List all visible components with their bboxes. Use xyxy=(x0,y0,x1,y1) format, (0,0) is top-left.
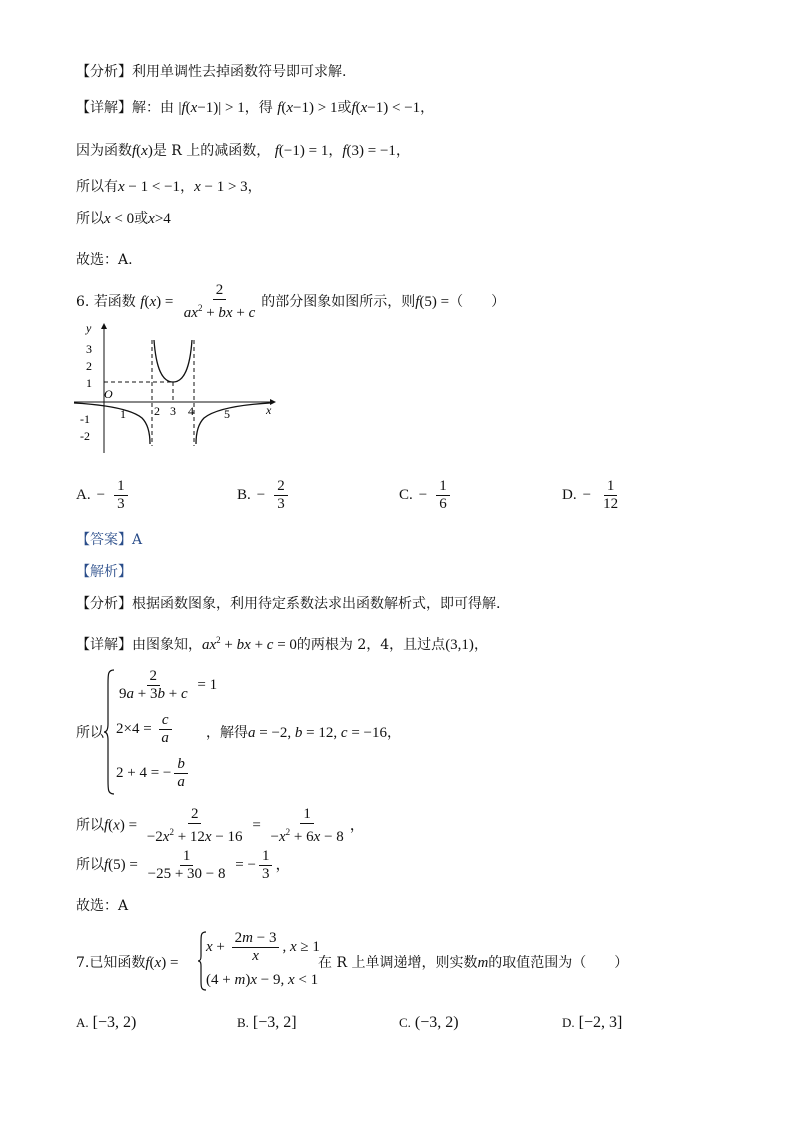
q7-stem-end: 在 R 上单调递增，则实数m的取值范围为（ ） xyxy=(318,955,629,971)
q6-analysis-label: 【解析】 xyxy=(76,564,132,580)
x-tick-1: 1 xyxy=(120,407,126,421)
q6-option-a[interactable]: A. − 1 3 xyxy=(76,478,131,513)
x-tick-5: 5 xyxy=(224,407,230,421)
system-brace xyxy=(104,668,116,796)
q6-detail: 【详解】由图象知，$ax^2$ + bx + c = 0的两根为 2，4，且过点(3,1)， xyxy=(76,635,488,653)
function-graph xyxy=(70,318,285,458)
q6-option-d[interactable]: D. − 1 12 xyxy=(562,478,619,512)
so-line-1: 所以有x − 1 < −1，x − 1 > 3， xyxy=(76,179,262,195)
origin-label: O xyxy=(104,387,113,401)
x-tick-3: 3 xyxy=(170,404,176,418)
x-tick-4: 4 xyxy=(188,404,194,418)
q6-so-label: 所以 xyxy=(76,725,104,741)
q6-stem: 6. 若函数 f(x) = $\frac{2}{ax^2 + bx + c}$ 的部分图象如图所示，则f(5) =（ ） xyxy=(76,282,506,321)
q7-option-b[interactable]: B. [−3, 2] xyxy=(237,1014,297,1031)
y-axis-label: y xyxy=(86,321,92,335)
so-line-2: 所以x < 0或x>4 xyxy=(76,211,171,227)
q6-option-b[interactable]: B. − 2 3 xyxy=(237,478,291,513)
q6-final: 故选：A xyxy=(76,898,129,914)
q6-f5-result: 所以f(5) = $\frac{1}{-25 + 30 - 8}$ = − $\frac{1}{3}$ ， xyxy=(76,848,291,882)
prev-answer: 故选：A. xyxy=(76,252,133,268)
equation-2: 2×4 = $\frac{c}{a}$ xyxy=(116,712,175,747)
q6-answer: 【答案】A xyxy=(76,532,143,548)
x-tick-2: 2 xyxy=(154,404,160,418)
q7-option-c[interactable]: C. (−3, 2) xyxy=(399,1014,459,1031)
q7-option-a[interactable]: A. [−3, 2) xyxy=(76,1014,137,1031)
y-tick-1: 1 xyxy=(86,376,92,390)
y-tick-3: 3 xyxy=(86,342,92,356)
analysis-line: 【分析】利用单调性去掉函数符号即可求解. xyxy=(76,64,347,80)
detail-line: 【详解】解：由 |f(x−1)| > 1，得 f(x−1) > 1或f(x−1) < −1， xyxy=(76,100,435,116)
q6-fx-result: 所以f(x) = $\frac{2}{-2x^2 + 12x - 16}$ = $\frac{1}{-x^2 + 6x - 8}$ ， xyxy=(76,806,365,845)
x-axis-label: x xyxy=(266,403,272,417)
q7-piece-2: (4 + m)x − 9, x < 1 xyxy=(206,972,319,988)
y-tick-neg1: -1 xyxy=(80,412,90,426)
q6-solve: ，解得a = −2, b = 12, c = −16， xyxy=(206,725,401,741)
equation-3: 2 + 4 = − $\frac{b}{a}$ xyxy=(116,756,191,791)
y-tick-2: 2 xyxy=(86,359,92,373)
y-tick-neg2: -2 xyxy=(80,429,90,443)
q7-stem-start: 7.已知函数f(x) = xyxy=(76,955,179,971)
reason-line: 因为函数f(x)是 R 上的减函数， f(−1) = 1，f(3) = −1， xyxy=(76,143,410,159)
q7-option-d[interactable]: D. [−2, 3] xyxy=(562,1014,623,1031)
equation-1: $\frac{2}{9a + 3b + c}$ = 1 xyxy=(119,668,218,702)
q6-analysis: 【分析】根据函数图象，利用待定系数法求出函数解析式，即可得解. xyxy=(76,596,501,612)
q7-piece-1: x + $\frac{2m - 3}{x}$ , x ≥ 1 xyxy=(206,930,320,964)
q6-option-c[interactable]: C. − 1 6 xyxy=(399,478,453,513)
